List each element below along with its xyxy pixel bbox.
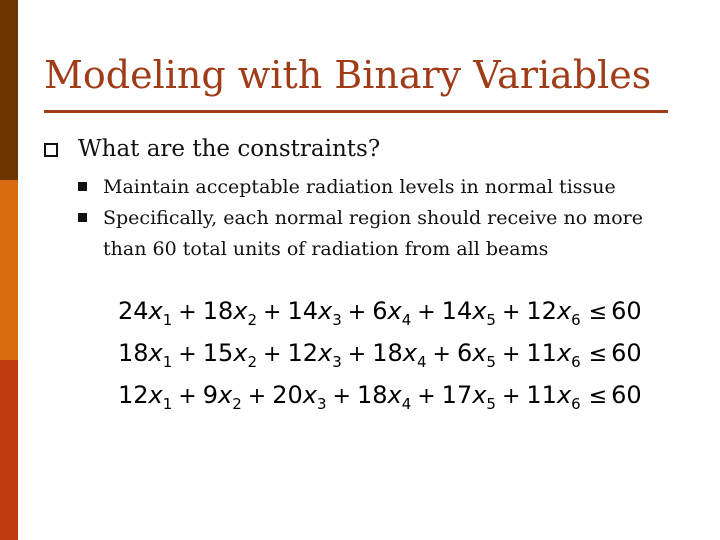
variable: $x_1$ bbox=[148, 339, 173, 371]
less-equal-operator: ≤ bbox=[588, 342, 608, 367]
variable-subscript: 3 bbox=[316, 395, 327, 413]
equation-term bbox=[202, 339, 258, 371]
equation-term bbox=[287, 297, 342, 329]
variable: $x_6$ bbox=[556, 339, 581, 371]
equation-term bbox=[456, 339, 496, 371]
equation-term bbox=[441, 297, 496, 329]
solid-square-bullet-icon bbox=[78, 213, 87, 222]
variable-subscript: 5 bbox=[486, 353, 496, 371]
equation-row bbox=[118, 374, 642, 416]
variable: $x_2$ bbox=[233, 339, 258, 371]
variable: $x_3$ bbox=[318, 297, 342, 329]
plus-operator: + bbox=[501, 300, 521, 325]
plus-operator: + bbox=[347, 342, 367, 367]
right-hand-side: 60 bbox=[611, 381, 642, 409]
variable-subscript: 3 bbox=[332, 353, 342, 371]
plus-operator: + bbox=[263, 342, 282, 367]
equation-term bbox=[118, 297, 173, 329]
equation-term bbox=[526, 381, 581, 413]
plus-operator: + bbox=[501, 342, 521, 367]
variable: $x_1$ bbox=[148, 381, 173, 413]
coefficient: 18 bbox=[372, 339, 403, 367]
side-bar-top bbox=[0, 0, 18, 180]
coefficient: 6 bbox=[456, 339, 473, 367]
equation-row bbox=[118, 332, 642, 374]
variable: $x_5$ bbox=[472, 297, 496, 329]
right-hand-side: 60 bbox=[611, 339, 642, 367]
coefficient: 6 bbox=[372, 297, 388, 325]
variable: $x_5$ bbox=[472, 339, 496, 371]
coefficient: 12 bbox=[287, 339, 319, 367]
coefficient: 11 bbox=[526, 339, 557, 367]
coefficient: 17 bbox=[441, 381, 473, 409]
variable: $x_4$ bbox=[387, 297, 412, 329]
variable: $x_1$ bbox=[148, 297, 173, 329]
variable: $x_6$ bbox=[556, 297, 581, 329]
equation-term bbox=[526, 339, 581, 371]
plus-operator: + bbox=[417, 300, 436, 325]
equation-term bbox=[202, 297, 258, 329]
coefficient: 11 bbox=[526, 381, 557, 409]
sub-bullet-list bbox=[76, 172, 676, 265]
plus-operator: + bbox=[178, 342, 197, 367]
coefficient: 20 bbox=[272, 381, 303, 409]
sub-bullet bbox=[76, 203, 676, 265]
variable: $x_2$ bbox=[218, 381, 242, 413]
variable: $x_6$ bbox=[556, 381, 581, 413]
equation-term bbox=[272, 381, 327, 413]
coefficient: 9 bbox=[202, 381, 219, 409]
variable: $x_4$ bbox=[402, 339, 427, 371]
plus-operator: + bbox=[347, 300, 367, 325]
coefficient: 24 bbox=[118, 297, 149, 325]
equation-term bbox=[118, 381, 173, 413]
variable: $x_4$ bbox=[387, 381, 412, 413]
coefficient: 14 bbox=[441, 297, 473, 325]
variable: $x_3$ bbox=[302, 381, 327, 413]
variable-subscript: 2 bbox=[247, 311, 258, 329]
title-underline bbox=[44, 110, 668, 113]
equation-term bbox=[441, 381, 496, 413]
variable-subscript: 4 bbox=[416, 353, 427, 371]
variable-subscript: 3 bbox=[332, 311, 342, 329]
variable: $x_3$ bbox=[318, 339, 342, 371]
plus-operator: + bbox=[417, 384, 436, 409]
side-bar-middle bbox=[0, 180, 18, 360]
variable-subscript: 1 bbox=[162, 311, 173, 329]
coefficient: 14 bbox=[287, 297, 319, 325]
equation-term bbox=[372, 339, 427, 371]
variable-subscript: 6 bbox=[571, 353, 581, 371]
plus-operator: + bbox=[501, 384, 521, 409]
coefficient: 18 bbox=[202, 297, 234, 325]
equation-term bbox=[526, 297, 581, 329]
coefficient: 18 bbox=[356, 381, 388, 409]
hollow-square-bullet-icon bbox=[44, 143, 58, 157]
equation-term bbox=[356, 381, 412, 413]
less-equal-operator: ≤ bbox=[588, 384, 608, 409]
variable-subscript: 2 bbox=[232, 395, 242, 413]
plus-operator: + bbox=[332, 384, 351, 409]
constraint-equations bbox=[118, 290, 642, 416]
plus-operator: + bbox=[178, 384, 197, 409]
solid-square-bullet-icon bbox=[78, 182, 87, 191]
sub-bullet bbox=[76, 172, 676, 203]
variable-subscript: 6 bbox=[571, 311, 581, 329]
coefficient: 15 bbox=[202, 339, 234, 367]
variable: $x_5$ bbox=[472, 381, 496, 413]
right-hand-side: 60 bbox=[611, 297, 642, 325]
equation-term bbox=[202, 381, 242, 413]
coefficient: 12 bbox=[118, 381, 149, 409]
equation-term bbox=[287, 339, 342, 371]
coefficient: 18 bbox=[118, 339, 149, 367]
main-bullet-text: What are the constraints? bbox=[78, 136, 381, 162]
coefficient: 12 bbox=[526, 297, 557, 325]
less-equal-operator: ≤ bbox=[588, 300, 608, 325]
variable-subscript: 6 bbox=[571, 395, 581, 413]
variable-subscript: 2 bbox=[247, 353, 258, 371]
slide-title: Modeling with Binary Variables bbox=[44, 53, 652, 97]
plus-operator: + bbox=[432, 342, 451, 367]
variable-subscript: 5 bbox=[486, 311, 496, 329]
main-bullet bbox=[44, 136, 380, 162]
sub-bullet-text: Maintain acceptable radiation levels in normal tissue bbox=[103, 176, 616, 198]
plus-operator: + bbox=[178, 300, 197, 325]
plus-operator: + bbox=[263, 300, 282, 325]
variable-subscript: 1 bbox=[162, 353, 173, 371]
variable: $x_2$ bbox=[233, 297, 258, 329]
variable-subscript: 4 bbox=[401, 311, 412, 329]
sub-bullet-text: Specifically, each normal region should receive no more than 60 total units of radiation from all beams bbox=[103, 207, 643, 260]
variable-subscript: 1 bbox=[162, 395, 173, 413]
equation-term bbox=[118, 339, 173, 371]
side-bar-bottom bbox=[0, 360, 18, 540]
variable-subscript: 5 bbox=[486, 395, 496, 413]
equation-term bbox=[372, 297, 412, 329]
equation-row bbox=[118, 290, 642, 332]
variable-subscript: 4 bbox=[401, 395, 412, 413]
plus-operator: + bbox=[247, 384, 267, 409]
